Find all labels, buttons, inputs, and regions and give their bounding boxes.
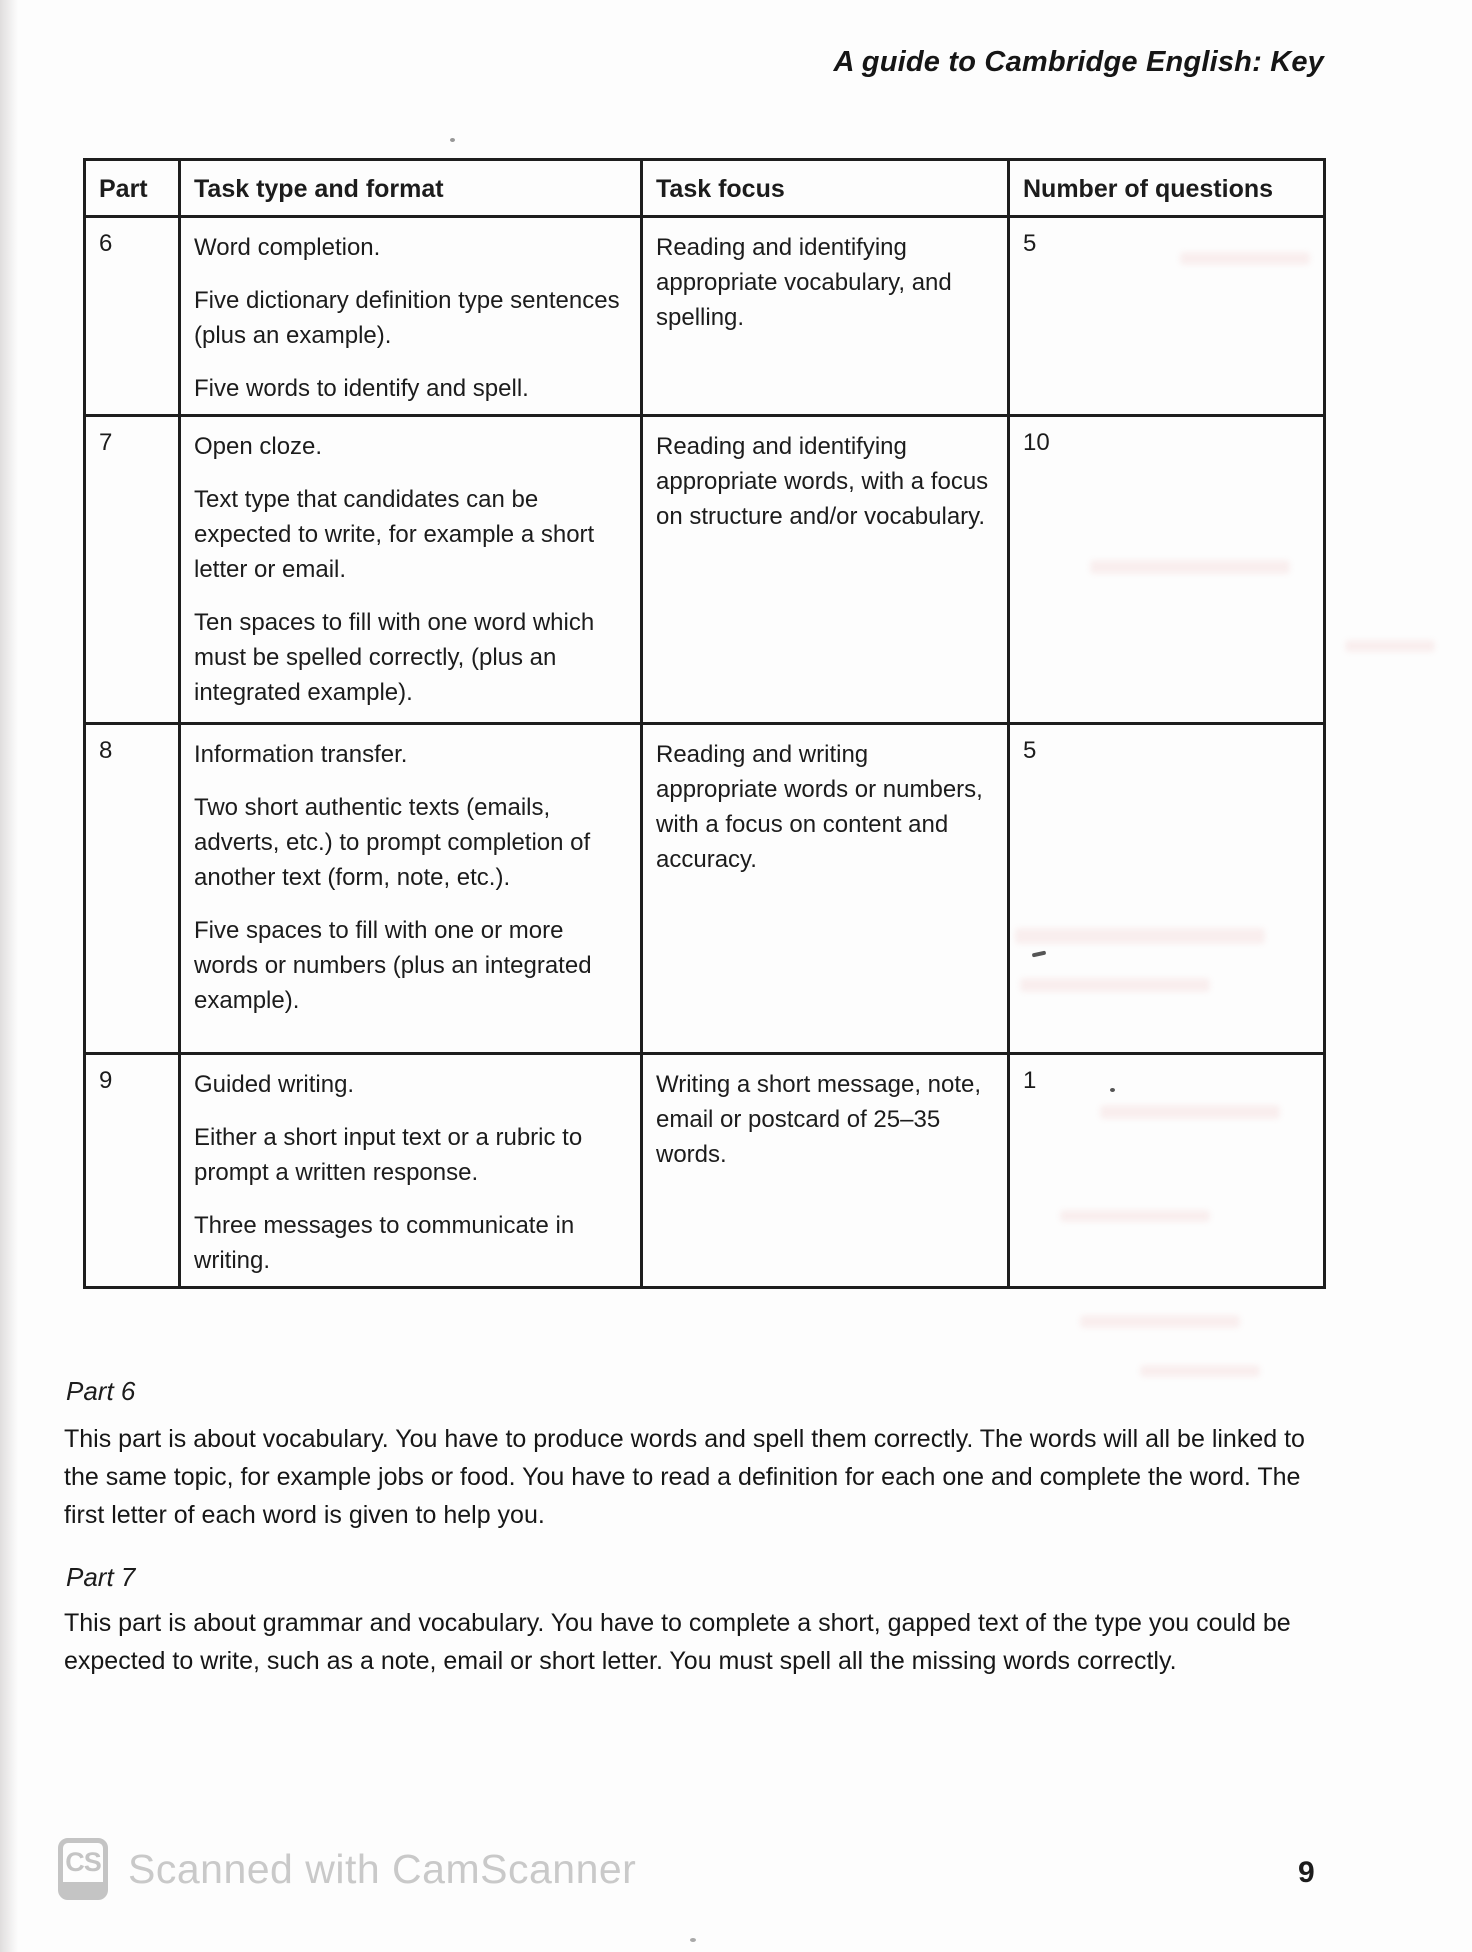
cell-number-of-questions: 5 <box>1009 724 1325 1054</box>
scan-artifact <box>450 138 455 142</box>
table-row <box>85 416 1325 724</box>
table-row <box>85 217 1325 416</box>
page-number: 9 <box>1298 1856 1315 1889</box>
scan-edge-shadow <box>0 0 18 1952</box>
table-row <box>85 1054 1325 1288</box>
task-type-paragraph: Information transfer. <box>194 741 408 768</box>
task-type-paragraph: Five spaces to fill with one or more words or numbers (plus an integrated example). <box>194 917 592 1014</box>
task-focus-paragraph: Reading and identifying appropriate words, with a focus on structure and/or vocabulary. <box>656 433 989 530</box>
task-type-paragraph: Open cloze. <box>194 433 323 460</box>
table-row <box>85 724 1325 1054</box>
column-header-task-type: Task type and format <box>180 160 642 217</box>
task-table <box>83 158 1326 1289</box>
task-focus-paragraph: Reading and identifying appropriate vocabulary, and spelling. <box>656 234 952 331</box>
task-type-paragraph: Three messages to communicate in writing. <box>194 1212 575 1274</box>
cell-task-type <box>180 416 642 724</box>
cell-part: 7 <box>85 416 180 724</box>
task-type-paragraph: Ten spaces to fill with one word which must be spelled correctly, (plus an integrated example). <box>194 609 595 706</box>
column-header-part: Part <box>85 160 180 217</box>
task-type-paragraph: Text type that candidates can be expected to write, for example a short letter or email. <box>194 486 595 583</box>
cell-part: 9 <box>85 1054 180 1288</box>
section-heading-part-6: Part 6 <box>66 1376 136 1406</box>
cell-task-type <box>180 1054 642 1288</box>
scan-artifact <box>1080 1315 1240 1328</box>
scan-artifact <box>1345 640 1435 652</box>
page-title: A guide to Cambridge English: Key <box>833 46 1324 78</box>
column-header-number-of-questions: Number of questions <box>1009 160 1325 217</box>
section-heading-part-7: Part 7 <box>66 1562 136 1592</box>
scanner-watermark: Scanned with CamScanner <box>128 1846 637 1892</box>
task-focus-paragraph: Reading and writing appropriate words or numbers, with a focus on content and accuracy. <box>656 741 983 873</box>
cell-task-type <box>180 217 642 416</box>
cell-number-of-questions: 1 <box>1009 1054 1325 1288</box>
scan-artifact <box>690 1938 696 1942</box>
cell-part: 8 <box>85 724 180 1054</box>
section-body-part-7: This part is about grammar and vocabulary. You have to complete a short, gapped text of the type you could be expected to write, such as a note, email or short letter. You must spell all the missing words correctly. <box>64 1609 1291 1675</box>
cell-number-of-questions: 5 <box>1009 217 1325 416</box>
column-header-task-focus: Task focus <box>642 160 1009 217</box>
task-type-paragraph: Guided writing. <box>194 1071 355 1098</box>
scan-artifact <box>1140 1365 1260 1377</box>
task-focus-paragraph: Writing a short message, note, email or postcard of 25–35 words. <box>656 1071 982 1168</box>
task-type-paragraph: Word completion. <box>194 234 381 261</box>
cell-task-focus <box>642 1054 1009 1288</box>
cell-task-focus <box>642 724 1009 1054</box>
table-header-row <box>85 160 1325 217</box>
task-type-paragraph: Either a short input text or a rubric to prompt a written response. <box>194 1124 583 1186</box>
camscanner-logo-bar <box>62 1882 104 1896</box>
task-type-paragraph: Five dictionary definition type sentences (plus an example). <box>194 287 620 349</box>
cell-number-of-questions: 10 <box>1009 416 1325 724</box>
cell-part: 6 <box>85 217 180 416</box>
cell-task-focus <box>642 217 1009 416</box>
section-body-part-6: This part is about vocabulary. You have to produce words and spell them correctly. The words will all be linked to the same topic, for example jobs or food. You have to read a definition for each one and complete the word. The first letter of each word is given to help you. <box>64 1425 1305 1529</box>
cell-task-focus <box>642 416 1009 724</box>
cell-task-type <box>180 724 642 1054</box>
task-type-paragraph: Two short authentic texts (emails, adverts, etc.) to prompt completion of another text (form, note, etc.). <box>194 794 591 891</box>
camscanner-logo-icon <box>58 1838 108 1900</box>
camscanner-logo-text: CS <box>65 1847 101 1877</box>
task-type-paragraph: Five words to identify and spell. <box>194 375 529 402</box>
